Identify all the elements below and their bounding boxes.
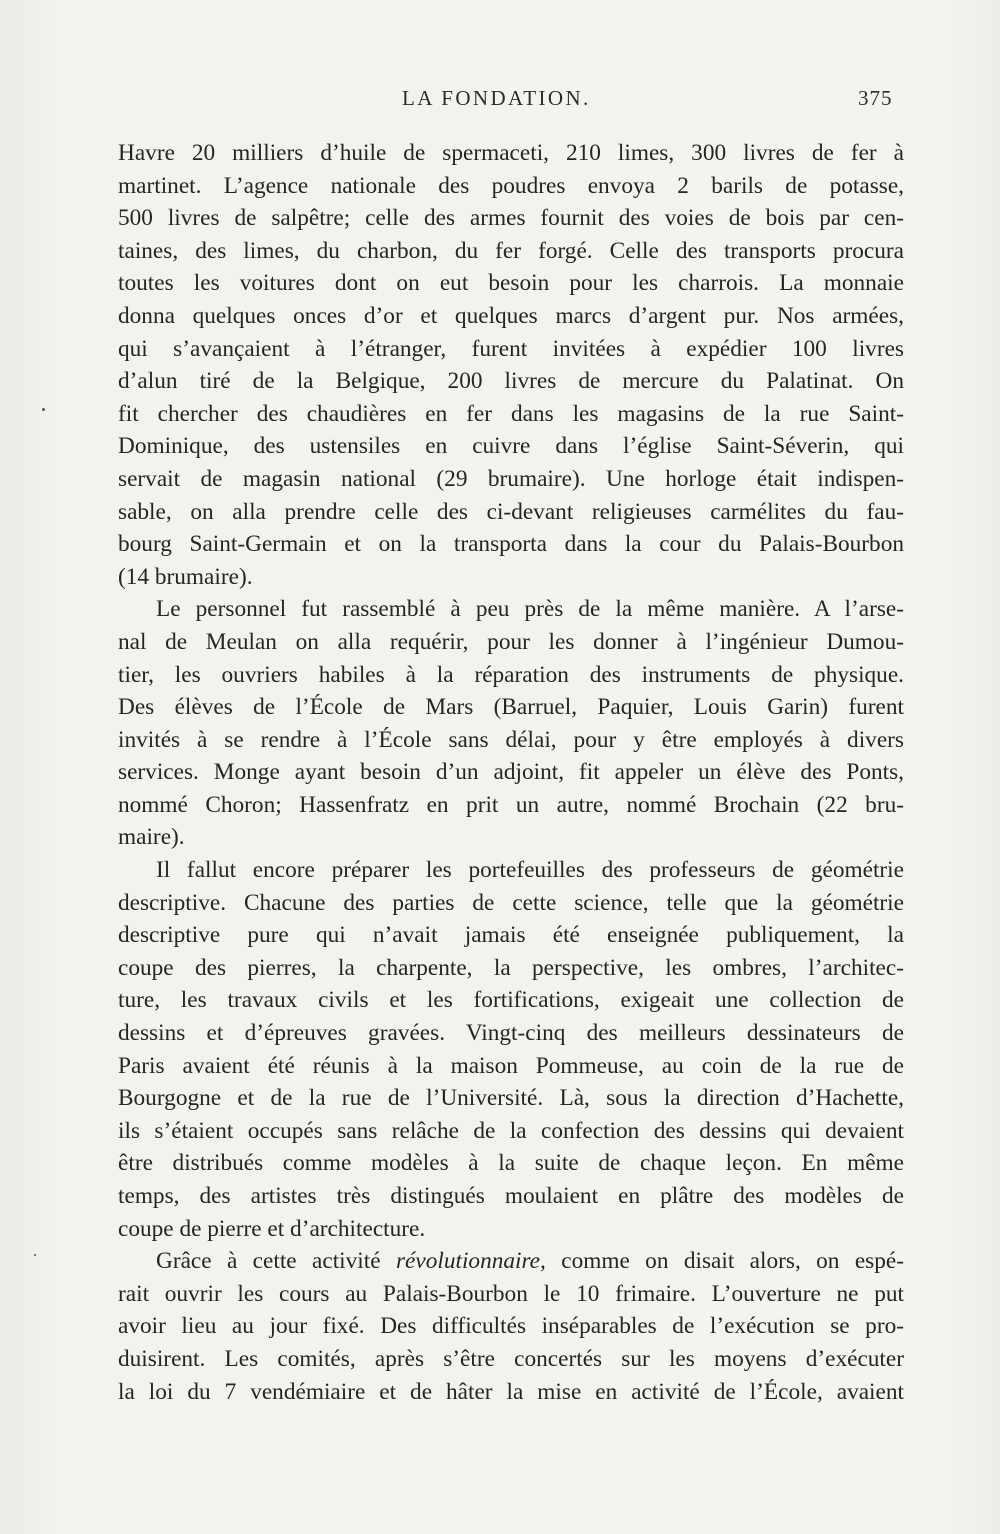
text-line: qui s’avançaient à l’étranger, furent invitées à expédier 100 livres (118, 335, 904, 362)
text-line: la loi du 7 vendémiaire et de hâter la mise en activité de l’École, avaient (118, 1378, 904, 1405)
text-line: tier, les ouvriers habiles à la réparation des instruments de physique. (118, 661, 904, 688)
text-line: servait de magasin national (29 brumaire). Une horloge était indispen- (118, 465, 904, 492)
text-line: maire). (118, 824, 185, 851)
text-line: Paris avaient été réunis à la maison Pommeuse, au coin de la rue de (118, 1052, 904, 1079)
text-line: donna quelques onces d’or et quelques marcs d’argent pur. Nos armées, (118, 302, 904, 329)
text-line: nommé Choron; Hassenfratz en prit un autre, nommé Brochain (22 bru- (118, 791, 904, 818)
text-line: taines, des limes, du charbon, du fer forgé. Celle des transports procura (118, 237, 904, 264)
text-line: martinet. L’agence nationale des poudres envoya 2 barils de potasse, (118, 172, 904, 199)
body-text (118, 137, 904, 1408)
text-line: invités à se rendre à l’École sans délai, pour y être employés à divers (118, 726, 904, 753)
text-line: Le personnel fut rassemblé à peu près de la même manière. A l’arse- (156, 596, 904, 623)
text-line: fit chercher des chaudières en fer dans les magasins de la rue Saint- (118, 400, 904, 427)
text-line: coupe de pierre et d’architecture. (118, 1215, 426, 1242)
text-line: services. Monge ayant besoin d’un adjoint, fit appeler un élève des Ponts, (118, 759, 904, 786)
text-line: Havre 20 milliers d’huile de spermaceti, 210 limes, 300 livres de fer à (118, 140, 904, 166)
text-line: rait ouvrir les cours au Palais-Bourbon le 10 frimaire. L’ouverture ne put (118, 1280, 904, 1307)
text-line: d’alun tiré de la Belgique, 200 livres de mercure du Palatinat. On (118, 368, 904, 395)
text-line: descriptive pure qui n’avait jamais été enseignée publiquement, la (118, 922, 904, 949)
text-line: toutes les voitures dont on eut besoin pour les charrois. La monnaie (118, 270, 904, 297)
text-segment: Grâce à cette activité (156, 1248, 381, 1275)
text-line: nal de Meulan on alla requérir, pour les donner à l’ingénieur Dumou- (118, 628, 904, 655)
italic-word: révolutionnaire, (395, 1248, 546, 1275)
text-line: être distribués comme modèles à la suite de chaque leçon. En même (118, 1150, 904, 1177)
paper-speck (42, 408, 45, 411)
text-line: Des élèves de l’École de Mars (Barruel, Paquier, Louis Garin) furent (118, 694, 904, 721)
text-line: avoir lieu au jour fixé. Des difficultés inséparables de l’exécution se pro- (118, 1313, 904, 1340)
text-line: Il fallut encore préparer les portefeuilles des professeurs de géométrie (156, 857, 904, 884)
text-line: (14 brumaire). (118, 563, 253, 590)
text-line: duisirent. Les comités, après s’être concertés sur les moyens d’exécuter (118, 1345, 904, 1372)
text-segment: comme on disait alors, on espé- (561, 1248, 904, 1275)
paper-speck (34, 1254, 36, 1256)
running-title: LA FONDATION. (402, 86, 591, 110)
text-line: 500 livres de salpêtre; celle des armes fournit des voies de bois par cen- (118, 205, 904, 232)
text-line: ils s’étaient occupés sans relâche de la confection des dessins qui devaient (118, 1117, 904, 1144)
text-line: descriptive. Chacune des parties de cette science, telle que la géométrie (118, 889, 904, 916)
text-line: Dominique, des ustensiles en cuivre dans l’église Saint-Séverin, qui (118, 433, 904, 460)
text-line: sable, on alla prendre celle des ci-devant religieuses carmélites du fau- (118, 498, 904, 525)
text-line: dessins et d’épreuves gravées. Vingt-cinq des meilleurs dessinateurs de (118, 1020, 904, 1047)
text-line: ture, les travaux civils et les fortifications, exigeait une collection de (118, 987, 904, 1014)
text-line: Bourgogne et de la rue de l’Université. Là, sous la direction d’Hachette, (118, 1085, 904, 1112)
page-number: 375 (858, 86, 893, 110)
text-line: coupe des pierres, la charpente, la perspective, les ombres, l’architec- (118, 954, 904, 981)
text-line-with-italic (118, 1245, 904, 1278)
running-head (0, 86, 1000, 116)
text-line: temps, des artistes très distingués moulaient en plâtre des modèles de (118, 1183, 904, 1209)
text-line: bourg Saint-Germain et on la transporta dans la cour du Palais-Bourbon (118, 531, 904, 558)
